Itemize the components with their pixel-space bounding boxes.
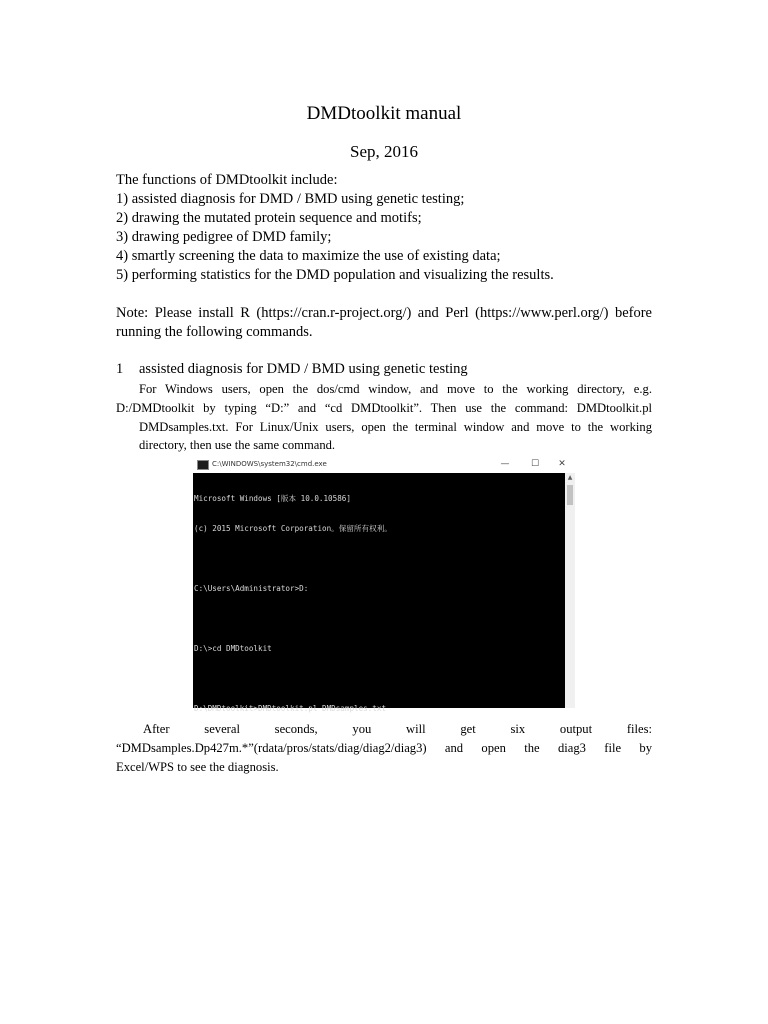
console-line xyxy=(194,674,392,684)
cmd-window-screenshot xyxy=(193,455,575,713)
paragraph-line: DMDsamples.txt. For Linux/Unix users, open the terminal window and move to the working xyxy=(139,419,652,434)
cmd-titlebar xyxy=(193,455,575,474)
paragraph-line: “DMDsamples.Dp427m.*”(rdata/pros/stats/diag/diag2/diag3) and open the diag3 file by xyxy=(116,740,652,755)
console-line: Microsoft Windows [版本 10.0.10586] xyxy=(194,494,351,503)
maximize-icon[interactable]: ☐ xyxy=(530,459,540,469)
functions-intro: The functions of DMDtoolkit include: xyxy=(116,172,338,188)
section-title: assisted diagnosis for DMD / BMD using genetic testing xyxy=(139,361,468,377)
console-line xyxy=(194,614,392,624)
section-number: 1 xyxy=(116,361,124,377)
paragraph-line: For Windows users, open the dos/cmd window, and move to the working directory, e.g. xyxy=(139,382,652,396)
console-line: C:\Users\Administrator>D: xyxy=(194,584,309,593)
console-output xyxy=(194,474,392,734)
cmd-console xyxy=(193,473,565,713)
document-date: Sep, 2016 xyxy=(350,142,418,161)
install-note: Note: Please install R (https://cran.r-project.org/) and Perl (https://www.perl.org/) before running the following commands. xyxy=(116,305,652,340)
cmd-app-icon xyxy=(197,460,209,470)
cmd-window-title: C:\WINDOWS\system32\cmd.exe xyxy=(212,460,327,468)
function-item: 3) drawing pedigree of DMD family; xyxy=(116,229,332,245)
output-description xyxy=(116,720,652,776)
cmd-scrollbar[interactable] xyxy=(565,473,575,708)
console-line: D:\>cd DMDtoolkit xyxy=(194,644,272,653)
function-item: 4) smartly screening the data to maximize the use of existing data; xyxy=(116,248,501,264)
function-item: 5) performing statistics for the DMD population and visualizing the results. xyxy=(116,267,554,283)
scrollbar-thumb[interactable] xyxy=(567,485,573,505)
function-item: 1) assisted diagnosis for DMD / BMD using genetic testing; xyxy=(116,191,465,207)
function-item: 2) drawing the mutated protein sequence and motifs; xyxy=(116,210,422,226)
minimize-icon[interactable]: — xyxy=(500,459,510,469)
scroll-up-icon[interactable]: ▲ xyxy=(567,474,573,481)
paragraph-line: directory, then use the same command. xyxy=(139,438,336,453)
document-title: DMDtoolkit manual xyxy=(306,103,462,124)
paragraph-line: D:/DMDtoolkit by typing “D:” and “cd DMDtoolkit”. Then use the command: DMDtoolkit.pl xyxy=(116,400,652,415)
close-icon[interactable]: ✕ xyxy=(558,459,566,469)
section-heading xyxy=(116,360,652,379)
paragraph-line: After several seconds, you will get six output files: xyxy=(143,722,652,736)
paragraph-line: Excel/WPS to see the diagnosis. xyxy=(116,759,279,774)
windows-instructions xyxy=(116,380,652,455)
functions-list xyxy=(116,171,652,285)
console-line: (c) 2015 Microsoft Corporation。保留所有权利。 xyxy=(194,524,392,533)
console-line xyxy=(194,554,392,564)
console-line: D:\DMDtoolkit>DMDtoolkit.pl DMDsamples.txt xyxy=(194,704,387,713)
